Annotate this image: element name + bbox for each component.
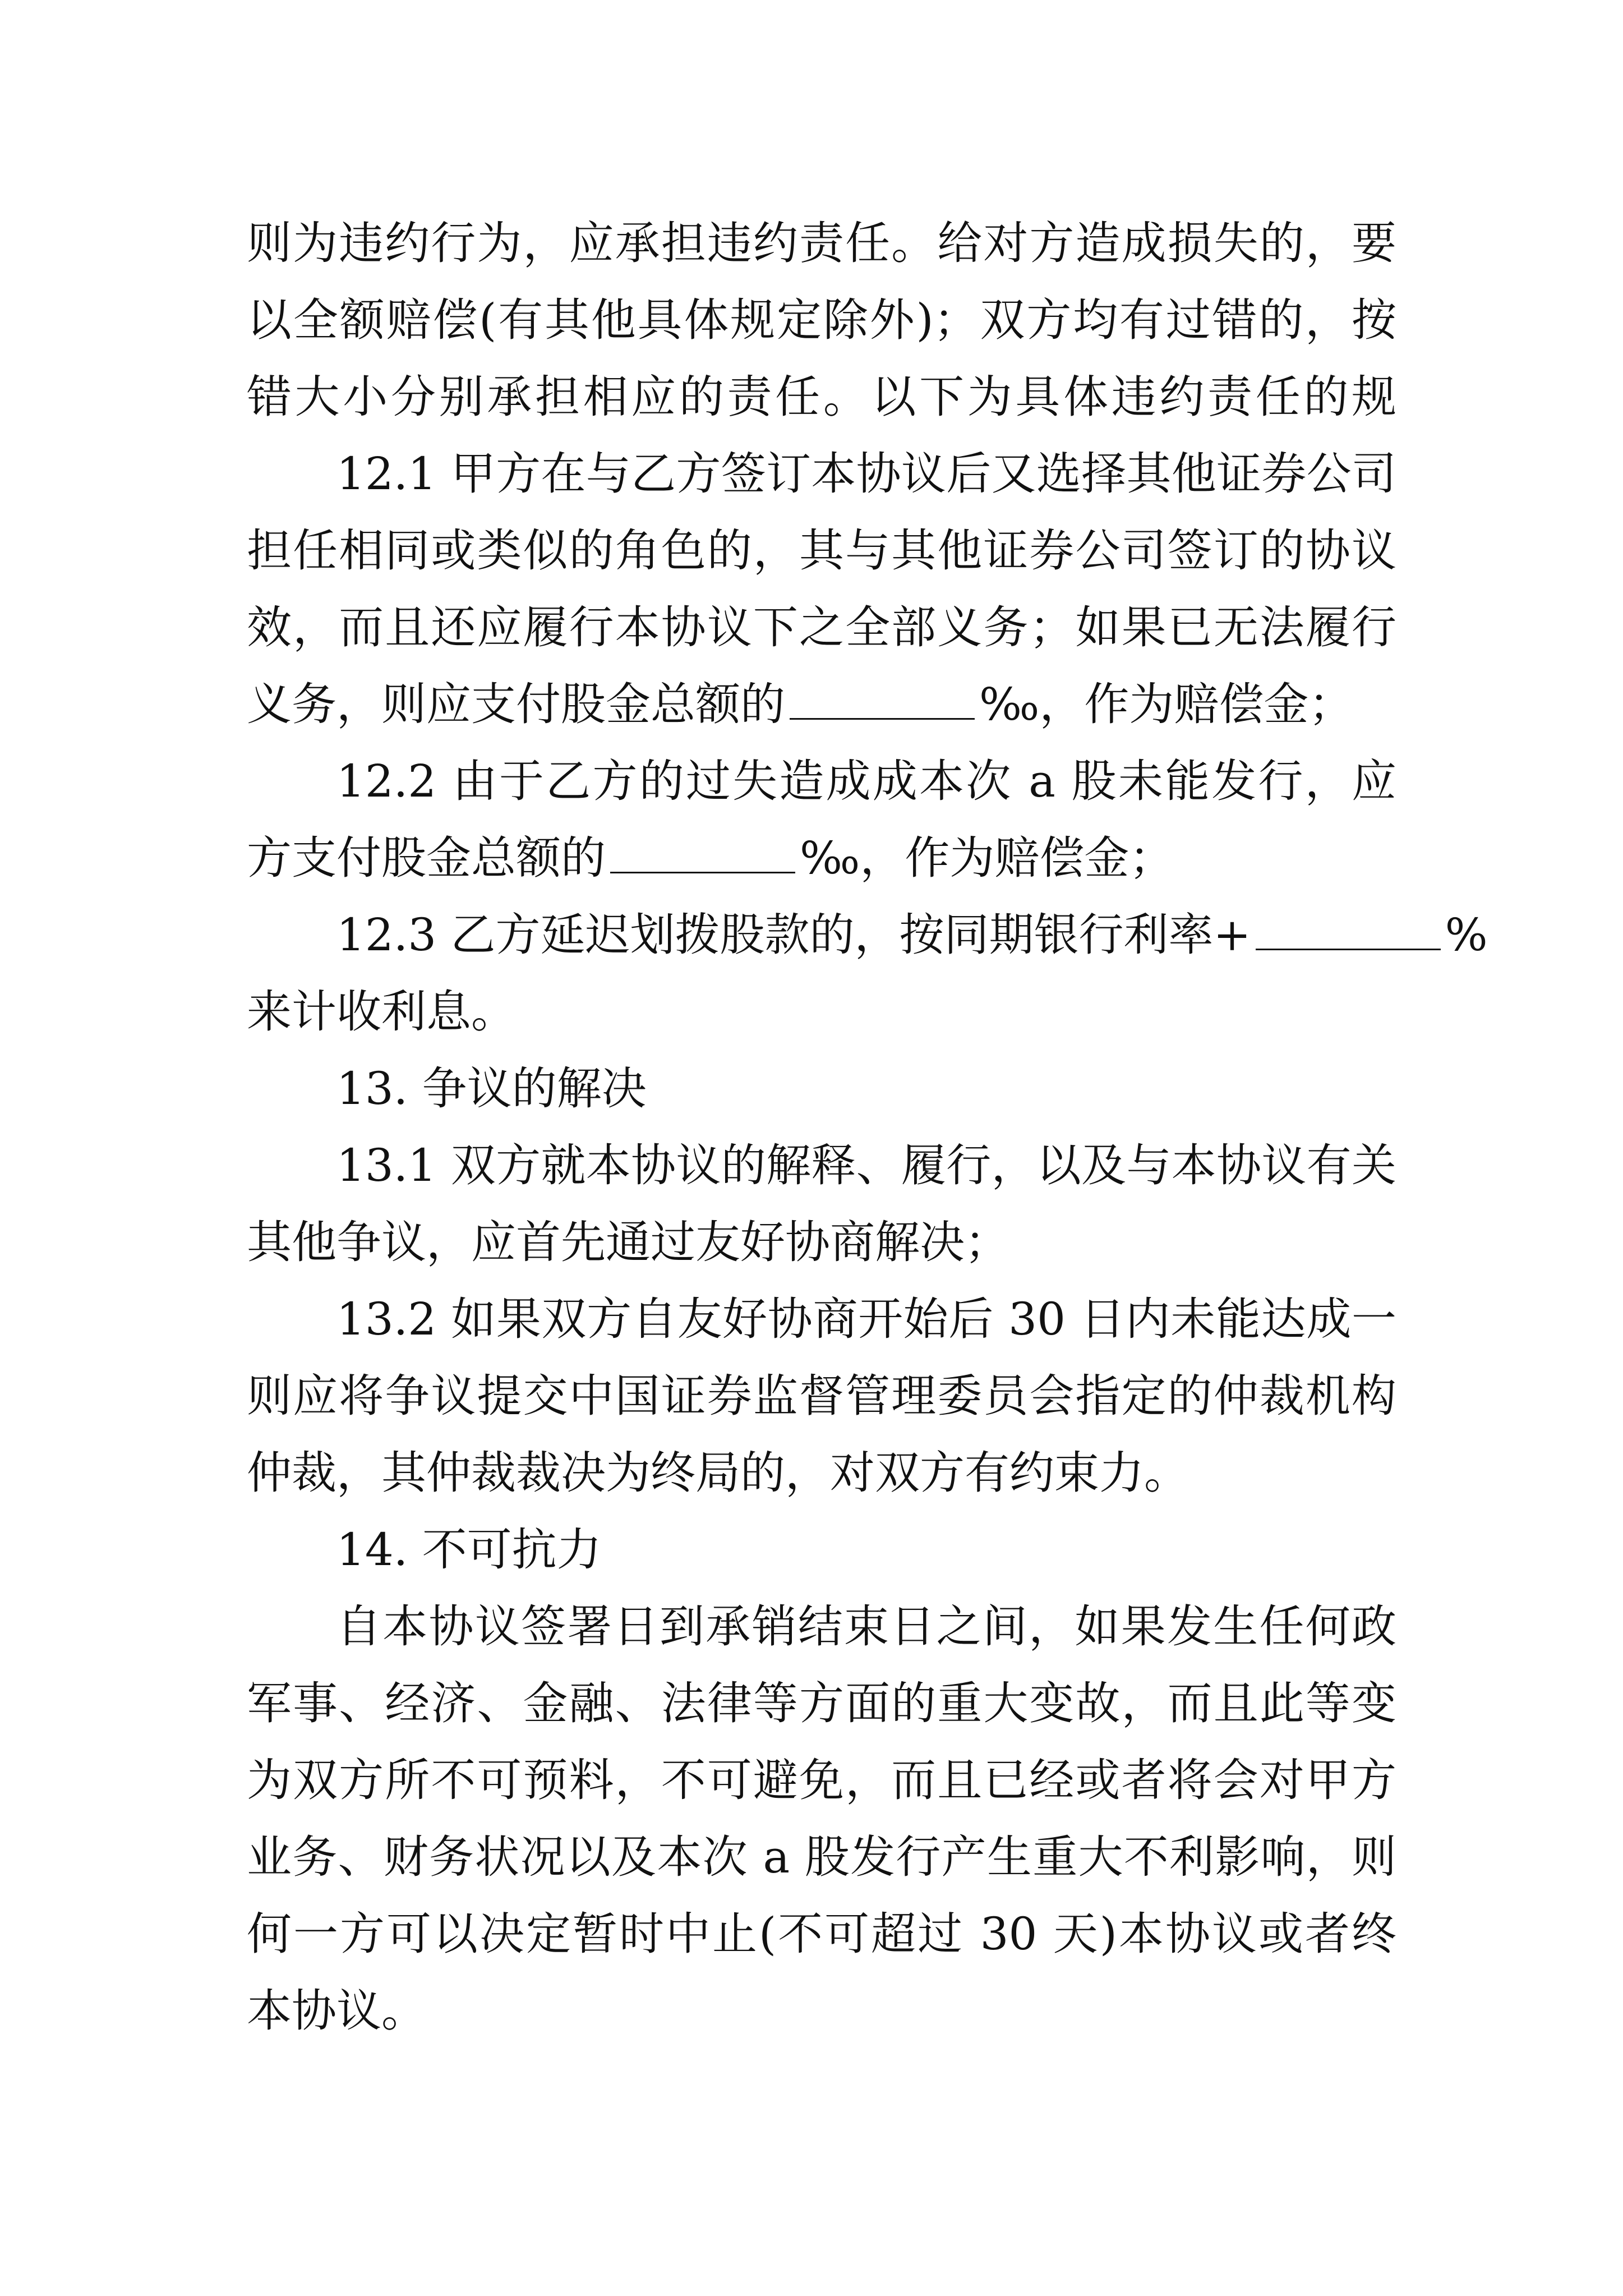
clause-12-3-line <box>247 896 1488 973</box>
text-line-with-blank <box>247 820 1396 896</box>
text-line: 仲裁，其仲裁裁决为终局的，对双方有约束力。 <box>247 1447 1189 1499</box>
line-text-after: ‰，作为赔偿金； <box>979 678 1354 730</box>
paragraph-14-line: 自本协议签署日到承销结束日之间，如果发生任何政 <box>336 1600 1396 1653</box>
text-line-with-blank <box>247 666 1396 743</box>
text-line: 担任相同或类似的角色的，其与其他证券公司签订的协议 <box>247 524 1396 577</box>
text-line: 其他争议，应首先通过友好协商解决； <box>247 1216 1009 1268</box>
line-text-after: % <box>1445 909 1488 961</box>
text-line: 何一方可以决定暂时中止(不可超过 30 天)本协议或者终 <box>247 1908 1396 1960</box>
line-text: 义务，则应支付股金总额的 <box>247 678 785 730</box>
fill-in-blank[interactable] <box>610 832 795 873</box>
text-line: 以全额赔偿(有其他具体规定除外)；双方均有过错的，按 <box>247 294 1396 346</box>
line-text: 方支付股金总额的 <box>247 832 606 884</box>
text-line: 则为违约行为，应承担违约责任。给对方造成损失的，要 <box>247 217 1396 269</box>
text-line: 军事、经济、金融、法律等方面的重大变故，而且此等变 <box>247 1677 1396 1729</box>
text-line: 本协议。 <box>247 1985 426 2037</box>
clause-12-2-line: 12.2 由于乙方的过失造成成本次 a 股未能发行，应 <box>336 755 1396 807</box>
clause-13-1-line: 13.1 双方就本协议的解释、履行，以及与本协议有关 <box>336 1139 1396 1191</box>
text-line: 为双方所不可预料，不可避免，而且已经或者将会对甲方 <box>247 1754 1396 1806</box>
document-body <box>247 205 1488 2049</box>
fill-in-blank[interactable] <box>1256 909 1441 950</box>
clause-12-1-line: 12.1 甲方在与乙方签订本协议后又选择其他证券公司 <box>336 448 1396 500</box>
section-14-heading: 14. 不可抗力 <box>336 1524 602 1576</box>
fill-in-blank[interactable] <box>790 679 975 720</box>
text-line: 业务、财务状况以及本次 a 股发行产生重大不利影响，则 <box>247 1831 1396 1883</box>
text-line: 错大小分别承担相应的责任。以下为具体违约责任的规 <box>247 371 1396 423</box>
clause-13-2-line: 13.2 如果双方自友好协商开始后 30 日内未能达成一 <box>336 1293 1396 1345</box>
section-13-heading: 13. 争议的解决 <box>336 1062 647 1115</box>
line-text: 12.3 乙方延迟划拨股款的，按同期银行利率+ <box>336 909 1251 961</box>
text-line: 则应将争议提交中国证券监督管理委员会指定的仲裁机构 <box>247 1370 1396 1422</box>
line-text-after: ‰，作为赔偿金； <box>800 832 1174 884</box>
text-line: 效，而且还应履行本协议下之全部义务；如果已无法履行 <box>247 601 1396 654</box>
text-line: 来计收利息。 <box>247 986 516 1038</box>
